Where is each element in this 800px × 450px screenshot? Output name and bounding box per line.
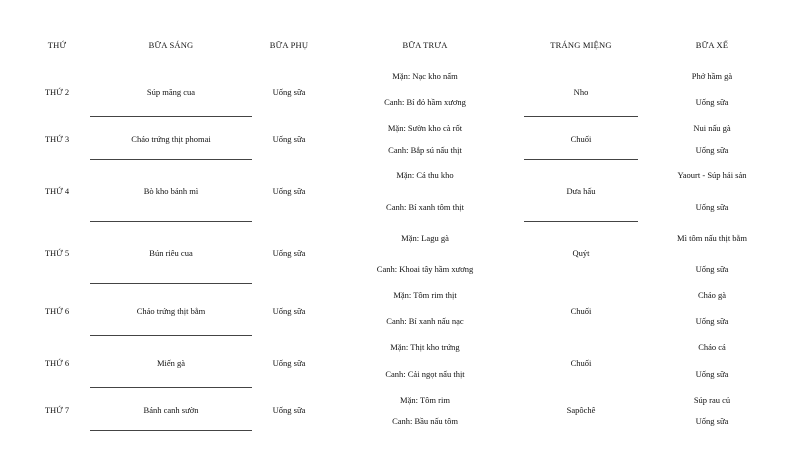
row-4-lunch-main: Mặn: Lagu gà bbox=[401, 233, 449, 243]
row-5-afternoon-1: Cháo gà bbox=[697, 290, 727, 300]
header-snack: BỮA PHỤ bbox=[269, 40, 309, 50]
row-1-snack: Uống sữa bbox=[272, 87, 306, 97]
row-7-day: THỨ 7 bbox=[44, 405, 70, 415]
row-4-breakfast-rule bbox=[90, 283, 252, 284]
row-2-breakfast: Cháo trứng thịt phomai bbox=[131, 134, 211, 144]
header-afternoon: BỮA XẾ bbox=[695, 40, 729, 50]
row-6-snack: Uống sữa bbox=[272, 358, 306, 368]
row-4-snack: Uống sữa bbox=[272, 248, 306, 258]
row-4-afternoon-1: Mì tôm nấu thịt bằm bbox=[677, 233, 747, 243]
row-6-breakfast-rule bbox=[90, 387, 252, 388]
row-1-afternoon-1: Phở hầm gà bbox=[691, 71, 733, 81]
row-5-afternoon-2: Uống sữa bbox=[695, 316, 729, 326]
row-3-afternoon-1: Yaourt - Súp hải sản bbox=[677, 170, 747, 180]
row-6-afternoon-1: Cháo cá bbox=[698, 342, 726, 352]
row-6-lunch-soup: Canh: Cải ngọt nấu thịt bbox=[385, 369, 465, 379]
row-2-dessert: Chuối bbox=[570, 134, 592, 144]
row-5-day: THỨ 6 bbox=[44, 306, 70, 316]
header-day: THỨ bbox=[47, 40, 67, 50]
row-3-breakfast: Bò kho bánh mì bbox=[143, 186, 199, 196]
row-7-breakfast-rule bbox=[90, 430, 252, 431]
row-5-lunch-soup: Canh: Bí xanh nấu nạc bbox=[386, 316, 464, 326]
row-1-breakfast-rule bbox=[90, 116, 252, 117]
row-7-lunch-soup: Canh: Bầu nấu tôm bbox=[392, 416, 458, 426]
row-2-lunch-soup: Canh: Bắp sú nấu thịt bbox=[388, 145, 462, 155]
row-7-snack: Uống sữa bbox=[272, 405, 306, 415]
row-5-breakfast-rule bbox=[90, 335, 252, 336]
row-1-afternoon-2: Uống sữa bbox=[695, 97, 729, 107]
header-lunch: BỮA TRƯA bbox=[402, 40, 448, 50]
row-6-day: THỨ 6 bbox=[44, 358, 70, 368]
row-2-snack: Uống sữa bbox=[272, 134, 306, 144]
row-3-lunch-soup: Canh: Bí xanh tôm thịt bbox=[386, 202, 464, 212]
row-1-day: THỨ 2 bbox=[44, 87, 70, 97]
row-6-afternoon-2: Uống sữa bbox=[695, 369, 729, 379]
row-1-dessert: Nho bbox=[573, 87, 589, 97]
row-1-lunch-soup: Canh: Bí đỏ hầm xương bbox=[384, 97, 466, 107]
row-6-breakfast: Miến gà bbox=[156, 358, 186, 368]
row-2-afternoon-1: Nui nấu gà bbox=[693, 123, 731, 133]
row-5-breakfast: Cháo trứng thịt bằm bbox=[136, 306, 206, 316]
header-breakfast: BỮA SÁNG bbox=[148, 40, 194, 50]
row-3-snack: Uống sữa bbox=[272, 186, 306, 196]
row-2-breakfast-rule bbox=[90, 159, 252, 160]
row-6-dessert: Chuối bbox=[570, 358, 592, 368]
row-1-dessert-rule bbox=[524, 116, 638, 117]
row-1-breakfast: Súp măng cua bbox=[146, 87, 196, 97]
row-4-dessert: Quýt bbox=[572, 248, 590, 258]
row-6-lunch-main: Mặn: Thịt kho trứng bbox=[390, 342, 460, 352]
row-2-afternoon-2: Uống sữa bbox=[695, 145, 729, 155]
row-4-afternoon-2: Uống sữa bbox=[695, 264, 729, 274]
row-4-breakfast: Bún riêu cua bbox=[149, 248, 193, 258]
row-5-snack: Uống sữa bbox=[272, 306, 306, 316]
row-7-afternoon-1: Súp rau củ bbox=[693, 395, 731, 405]
row-4-day: THỨ 5 bbox=[44, 248, 70, 258]
row-7-breakfast: Bánh canh sườn bbox=[143, 405, 199, 415]
row-2-dessert-rule bbox=[524, 159, 638, 160]
row-3-day: THỨ 4 bbox=[44, 186, 70, 196]
row-3-afternoon-2: Uống sữa bbox=[695, 202, 729, 212]
row-7-afternoon-2: Uống sữa bbox=[695, 416, 729, 426]
row-3-lunch-main: Mặn: Cá thu kho bbox=[396, 170, 454, 180]
row-7-lunch-main: Mặn: Tôm rim bbox=[400, 395, 450, 405]
row-5-dessert: Chuối bbox=[570, 306, 592, 316]
row-3-dessert: Dưa hấu bbox=[566, 186, 596, 196]
row-5-lunch-main: Mặn: Tôm rim thịt bbox=[393, 290, 457, 300]
row-4-lunch-soup: Canh: Khoai tây hầm xương bbox=[376, 264, 474, 274]
row-2-lunch-main: Mặn: Sườn kho cà rốt bbox=[387, 123, 463, 133]
row-2-day: THỨ 3 bbox=[44, 134, 70, 144]
header-dessert: TRÁNG MIỆNG bbox=[550, 40, 612, 50]
row-3-dessert-rule bbox=[524, 221, 638, 222]
row-3-breakfast-rule bbox=[90, 221, 252, 222]
row-1-lunch-main: Mặn: Nạc kho nấm bbox=[392, 71, 458, 81]
row-7-dessert: Sapôchê bbox=[566, 405, 596, 415]
